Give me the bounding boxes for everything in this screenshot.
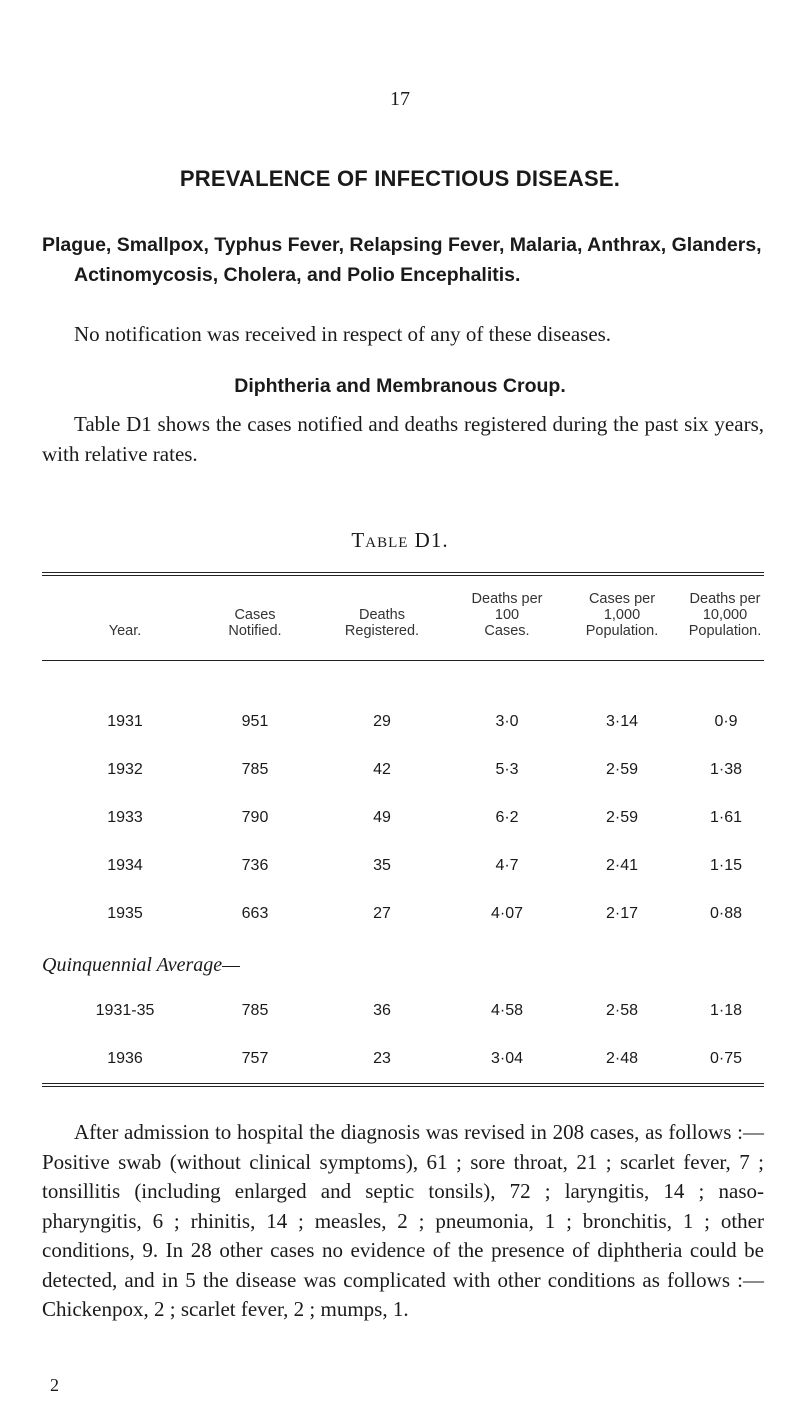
footer-signature-number: 2 bbox=[50, 1375, 59, 1395]
col-header-deaths-per-10000-pop: Deaths per 10,000 Population. bbox=[688, 591, 762, 639]
cell-cases: 757 bbox=[241, 1050, 269, 1067]
cell-deaths: 42 bbox=[373, 761, 391, 778]
cell-deaths-per-100: 4·7 bbox=[495, 857, 519, 874]
cell-year: 1931-35 bbox=[95, 1002, 155, 1019]
page-number: 17 bbox=[390, 88, 410, 110]
cell-deaths-per-100: 4·07 bbox=[490, 905, 524, 922]
table-top-rule bbox=[42, 572, 764, 573]
cell-deaths-per-10000: 1·15 bbox=[709, 857, 743, 874]
cell-cases: 790 bbox=[241, 809, 269, 826]
cell-deaths: 29 bbox=[373, 713, 391, 730]
cell-deaths: 35 bbox=[373, 857, 391, 874]
cell-deaths: 49 bbox=[373, 809, 391, 826]
table-caption: Table D1. bbox=[351, 528, 449, 552]
col-header-cases-per-1000-pop: Cases per 1,000 Population. bbox=[585, 591, 659, 639]
disease-list-heading: Plague, Smallpox, Typhus Fever, Relapsing Fever, Malaria, Anthrax, Glanders, Actinomycosis, Cholera, and Polio Encephalitis. bbox=[42, 234, 762, 286]
cell-year: 1935 bbox=[107, 905, 143, 922]
cell-deaths-per-10000: 1·38 bbox=[709, 761, 743, 778]
cell-cases-per-1000: 2·48 bbox=[605, 1050, 639, 1067]
quinquennial-average-label: Quinquennial Average— bbox=[42, 954, 240, 976]
cell-cases-per-1000: 2·17 bbox=[605, 905, 639, 922]
table-bottom-rule bbox=[42, 1083, 764, 1084]
cell-deaths-per-10000: 1·18 bbox=[709, 1002, 743, 1019]
cell-deaths-per-10000: 1·61 bbox=[709, 809, 743, 826]
header-rule bbox=[42, 660, 764, 661]
cell-deaths-per-100: 6·2 bbox=[495, 809, 519, 826]
cell-deaths-per-10000: 0·9 bbox=[714, 713, 738, 730]
cell-cases: 736 bbox=[241, 857, 269, 874]
table-top-rule bbox=[42, 575, 764, 576]
cell-cases: 785 bbox=[241, 1002, 269, 1019]
col-header-year: Year. bbox=[108, 623, 142, 639]
diphtheria-heading: Diphtheria and Membranous Croup. bbox=[234, 375, 566, 397]
after-admission-paragraph: After admission to hospital the diagnosis was revised in 208 cases, as follows :—Positive swab (without clinical symptoms), 61 ; sore throat, 21 ; scarlet fever, 7 ; tonsillitis (including enlarged and septic tonsils), 72 ; laryngitis, 14 ; naso-pharyngitis, 6 ; rhinitis, 14 ; measles, 2 ; pneumonia, 1 ; bronchitis, 1 ; other conditions, 9. In 28 other cases no evidence of the presence of diphtheria could be detected, and in 5 the disease was complicated with other conditions as follows :—Chickenpox, 2 ; scarlet fever, 2 ; mumps, 1. bbox=[42, 1120, 764, 1321]
cell-deaths-per-10000: 0·88 bbox=[709, 905, 743, 922]
cell-cases-per-1000: 2·59 bbox=[605, 809, 639, 826]
cell-cases-per-1000: 2·41 bbox=[605, 857, 639, 874]
cell-deaths-per-100: 3·0 bbox=[495, 713, 519, 730]
cell-deaths-per-100: 4·58 bbox=[490, 1002, 524, 1019]
cell-year: 1934 bbox=[107, 857, 143, 874]
table-bottom-rule bbox=[42, 1086, 764, 1087]
cell-year: 1936 bbox=[107, 1050, 143, 1067]
diphtheria-intro-paragraph: Table D1 shows the cases notified and deaths registered during the past six years, with relative rates. bbox=[42, 412, 764, 466]
cell-deaths: 36 bbox=[373, 1002, 391, 1019]
page-title: PREVALENCE OF INFECTIOUS DISEASE. bbox=[179, 166, 621, 191]
cell-deaths-per-100: 3·04 bbox=[490, 1050, 524, 1067]
cell-cases-per-1000: 2·58 bbox=[605, 1002, 639, 1019]
cell-cases-per-1000: 3·14 bbox=[605, 713, 639, 730]
cell-deaths: 23 bbox=[373, 1050, 391, 1067]
cell-year: 1931 bbox=[107, 713, 143, 730]
cell-deaths-per-100: 5·3 bbox=[495, 761, 519, 778]
cell-cases: 951 bbox=[241, 713, 269, 730]
cell-deaths: 27 bbox=[373, 905, 391, 922]
col-header-deaths-registered: Deaths Registered. bbox=[344, 607, 420, 639]
cell-cases: 785 bbox=[241, 761, 269, 778]
cell-cases: 663 bbox=[241, 905, 269, 922]
cell-cases-per-1000: 2·59 bbox=[605, 761, 639, 778]
cell-deaths-per-10000: 0·75 bbox=[709, 1050, 743, 1067]
cell-year: 1933 bbox=[107, 809, 143, 826]
col-header-deaths-per-100-cases: Deaths per 100 Cases. bbox=[471, 591, 543, 639]
cell-year: 1932 bbox=[107, 761, 143, 778]
col-header-cases-notified: Cases Notified. bbox=[228, 607, 282, 639]
no-notification-paragraph: No notification was received in respect of any of these diseases. bbox=[74, 322, 612, 346]
